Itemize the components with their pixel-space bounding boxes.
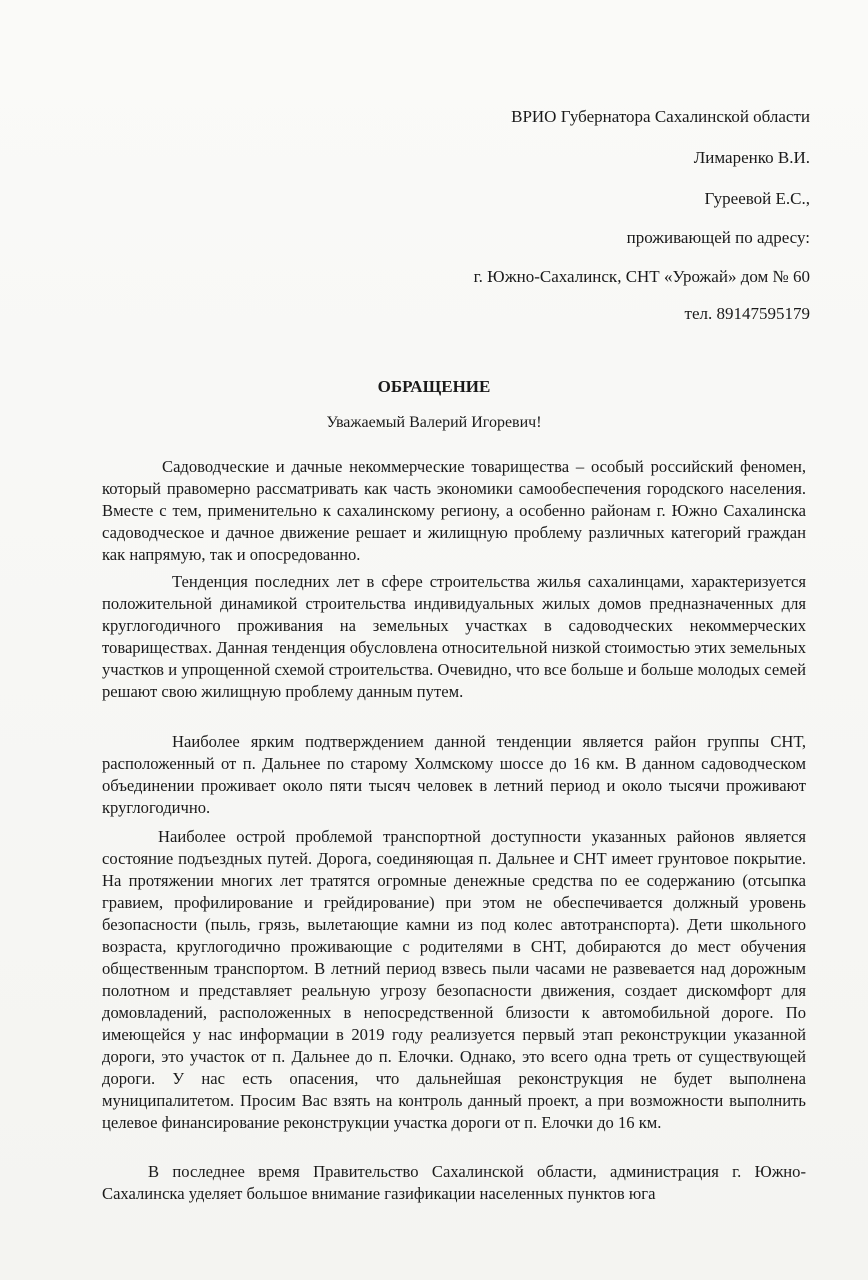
addressee-position: ВРИО Губернатора Сахалинской области xyxy=(511,107,810,126)
paragraph-5: В последнее время Правительство Сахалинской области, администрация г. Южно-Сахалинска уделяет большое внимание газификации населенных пунктов юга xyxy=(102,1162,806,1203)
paragraph-2: Тенденция последних лет в сфере строительства жилья сахалинцами, характеризуется положительной динамикой строительства индивидуальных жилых домов предназначенных для круглогодичного проживания на земельных участках в садоводческих некоммерческих товариществах. Данная тенденция обусловлена относительной низкой стоимостью этих земельных участков и упрощенной схемой строительства. Очевидно, что все больше и больше молодых семей решают свою жилищную проблему данным путем. xyxy=(102,572,806,701)
sender-name: Гуреевой Е.С., xyxy=(704,189,810,208)
paragraph-4: Наиболее острой проблемой транспортной доступности указанных районов является состояние подъездных путей. Дорога, соединяющая п. Дальнее и СНТ имеет грунтовое покрытие. На протяжении многих лет тратятся огромные денежные средства по ее содержанию (отсыпка гравием, профилирование и грейдирование) при этом не обеспечивается должный уровень безопасности (пыль, грязь, вылетающие камни из под колес автотранспорта). Дети школьного возраста, круглогодично проживающие с родителями в СНТ, добираются до мест обучения общественным транспортом. В летний период взвесь пыли часами не развевается над дорожным полотном и представляет реальную угрозу безопасности движения, создает дискомфорт для домовладений, расположенных в непосредственной близости к автомобильной дороге. По имеющейся у нас информации в 2019 году реализуется первый этап реконструкции указанной дороги, это участок от п. Дальнее до п. Елочки. Однако, это всего одна треть от существующей дороги. У нас есть опасения, что дальнейшая реконструкция не будет выполнена муниципалитетом. Просим Вас взять на контроль данный проект, а при возможности выполнить целевое финансирование реконструкции участка дороги от п. Елочки до 16 км. xyxy=(102,827,806,1132)
sender-phone: тел. 89147595179 xyxy=(684,304,810,323)
document-title: ОБРАЩЕНИЕ xyxy=(377,377,491,396)
paragraph-1: Садоводческие и дачные некоммерческие товарищества – особый российский феномен, который правомерно рассматривать как часть экономики самообеспечения городского населения. Вместе с тем, применительно к сахалинскому региону, а особенно районам г. Южно Сахалинска садоводческое и дачное движение решает и жилищную проблему различных категорий граждан как напрямую, так и опосредованно. xyxy=(102,457,806,564)
sender-address-label: проживающей по адресу: xyxy=(626,228,810,247)
sender-address: г. Южно-Сахалинск, СНТ «Урожай» дом № 60 xyxy=(473,267,810,286)
addressee-name: Лимаренко В.И. xyxy=(693,148,810,167)
paragraph-3: Наиболее ярким подтверждением данной тенденции является район группы СНТ, расположенный от п. Дальнее по старому Холмскому шоссе до 16 км. В данном садоводческом объединении проживает около пяти тысяч человек в летний период и около тысячи проживают круглогодично. xyxy=(102,732,806,817)
greeting: Уважаемый Валерий Игоревич! xyxy=(326,414,542,431)
